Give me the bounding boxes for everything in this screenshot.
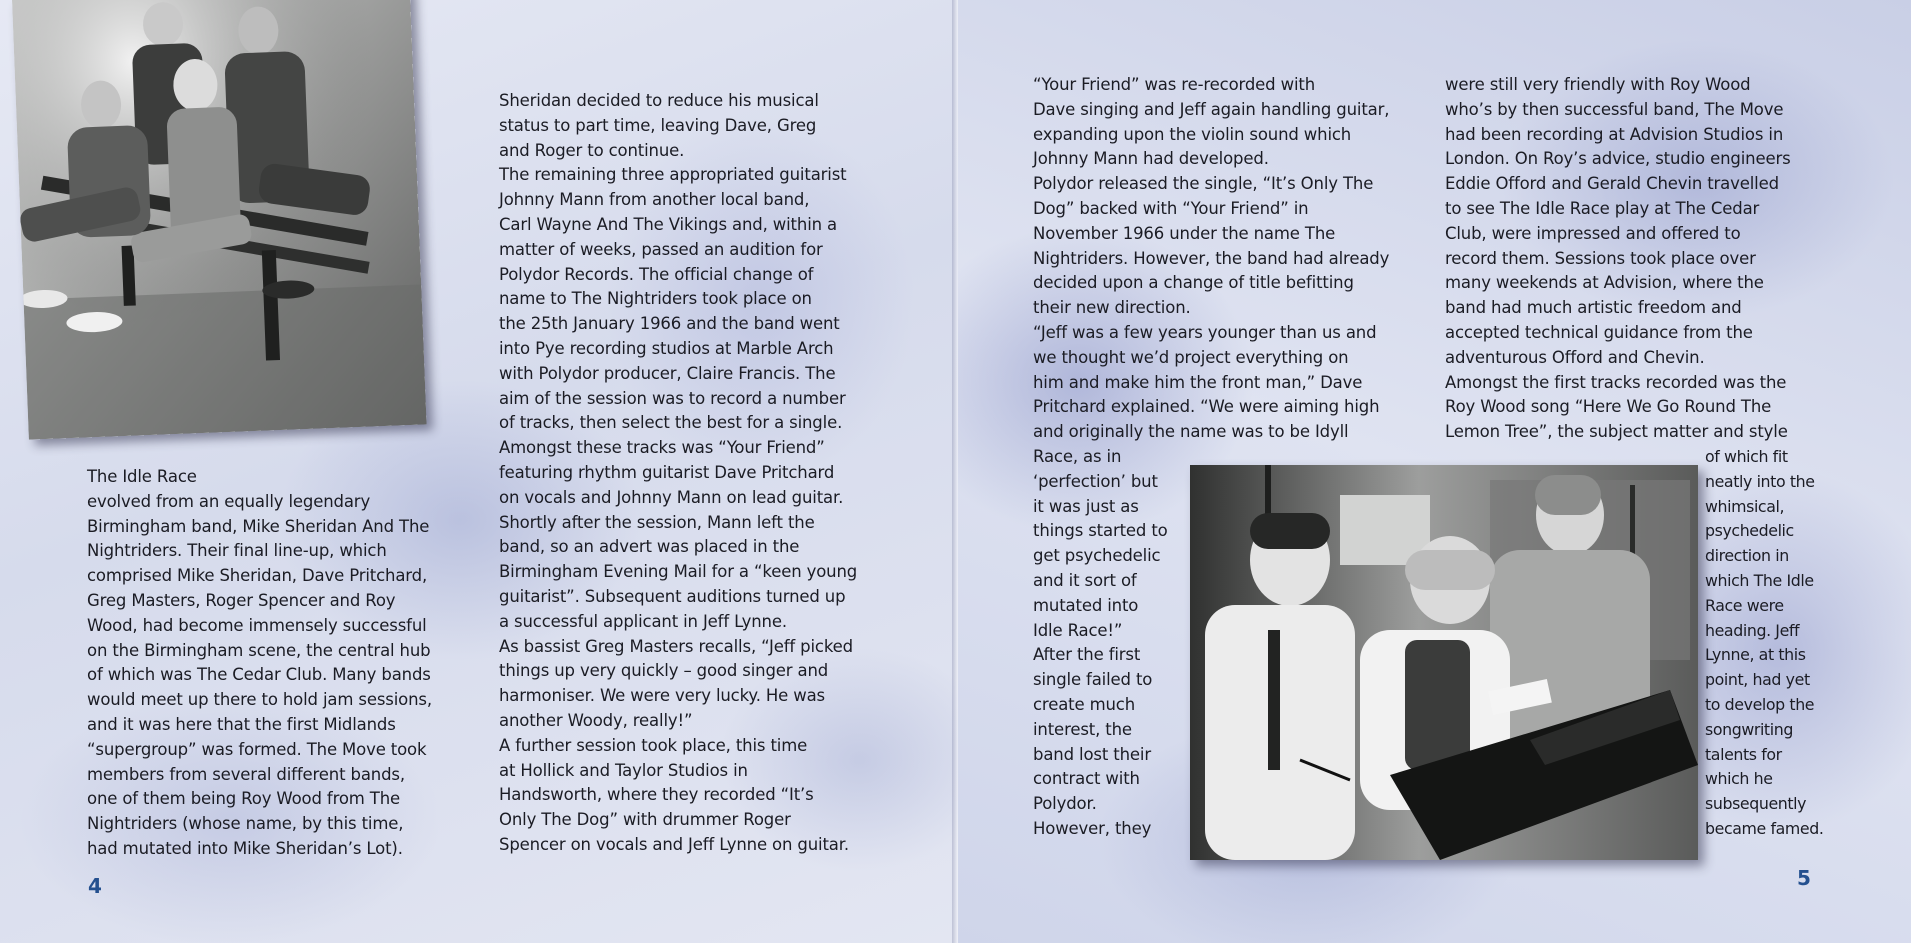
band-on-bench-photo <box>12 0 427 440</box>
page-number-right: 5 <box>1797 866 1811 890</box>
right-column-1-narrow-text: Race, as in ‘perfection’ but it was just as things started to get psychedelic and it sort of mutated into Idle Race!” After the first single failed to create much interest, the band lost their contract with Polydor. However, they <box>1033 447 1168 838</box>
band-on-bench-image <box>12 0 427 440</box>
left-column-2-text: Sheridan decided to reduce his musical status to part time, leaving Dave, Greg and Roger to continue. The remaining three appropriated guitarist Johnny Mann from another local band, Carl Wayne And The Vikings and, within a matter of weeks, passed an audition for Polydor Records. The official change of name to The Nightriders took place on the 25th January 1966 and the band went into Pye recording studios at Marble Arch with Polydor producer, Claire Francis. The aim of the session was to record a number of tracks, then select the best for a single. Amongst these tracks was “Your Friend” featuring rhythm guitarist Dave Pritchard on vocals and Johnny Mann on lead guitar. Shortly after the session, Mann left the band, so an advert was placed in the Birmingham Evening Mail for a “keen young guitarist”. Subsequent auditions turned up a successful applicant in Jeff Lynne. As bassist Greg Masters recalls, “Jeff picked things up very quickly – good singer and harmoniser. We were very lucky. He was another Woody, really!” A further session took place, this time at Hollick and Taylor Studios in Handsworth, where they recorded “It’s Only The Dog” with drummer Roger Spencer on vocals and Jeff Lynne on guitar. <box>499 91 858 854</box>
studio-piano-photo <box>1190 465 1698 860</box>
studio-piano-image <box>1190 465 1698 860</box>
right-page <box>958 0 1911 943</box>
left-column-1-text: The Idle Race evolved from an equally legendary Birmingham band, Mike Sheridan And The Nightriders. Their final line-up, which comprised Mike Sheridan, Dave Pritchard, Greg Masters, Roger Spencer and Roy Wood, had become immensely successful on the Birmingham scene, the central hub of which was The Cedar Club. Many bands would meet up there to hold jam sessions, and it was here that the first Midlands “supergroup” was formed. The Move took members from several different bands, one of them being Roy Wood from The Nightriders (whose name, by this time, had mutated into Mike Sheridan’s Lot). <box>87 467 432 858</box>
page-number-left: 4 <box>88 874 102 898</box>
right-column-2-narrow-text: of which fit neatly into the whimsical, psychedelic direction in which The Idle Race were heading. Jeff Lynne, at this point, had yet to develop the songwriting talents for which he subsequently became famed. <box>1705 447 1824 838</box>
right-column-2-text: were still very friendly with Roy Wood who’s by then successful band, The Move had been recording at Advision Studios in London. On Roy’s advice, studio engineers Eddie Offord and Gerald Chevin travelled to see The Idle Race play at The Cedar Club, were impressed and offered to record them. Sessions took place over many weekends at Advision, where the band had much artistic freedom and accepted technical guidance from the adventurous Offord and Chevin. Amongst the first tracks recorded was the Roy Wood song “Here We Go Round The Lemon Tree”, the subject matter and style <box>1445 75 1791 442</box>
right-column-1-text: “Your Friend” was re-recorded with Dave singing and Jeff again handling guitar, expanding upon the violin sound which Johnny Mann had developed. Polydor released the single, “It’s Only The Dog” backed with “Your Friend” in November 1966 under the name The Nightriders. However, the band had already decided upon a change of title befitting their new direction. “Jeff was a few years younger than us and we thought we’d project everything on him and make him the front man,” Dave Pritchard explained. “We were aiming high and originally the name was to be Idyll <box>1033 75 1390 442</box>
